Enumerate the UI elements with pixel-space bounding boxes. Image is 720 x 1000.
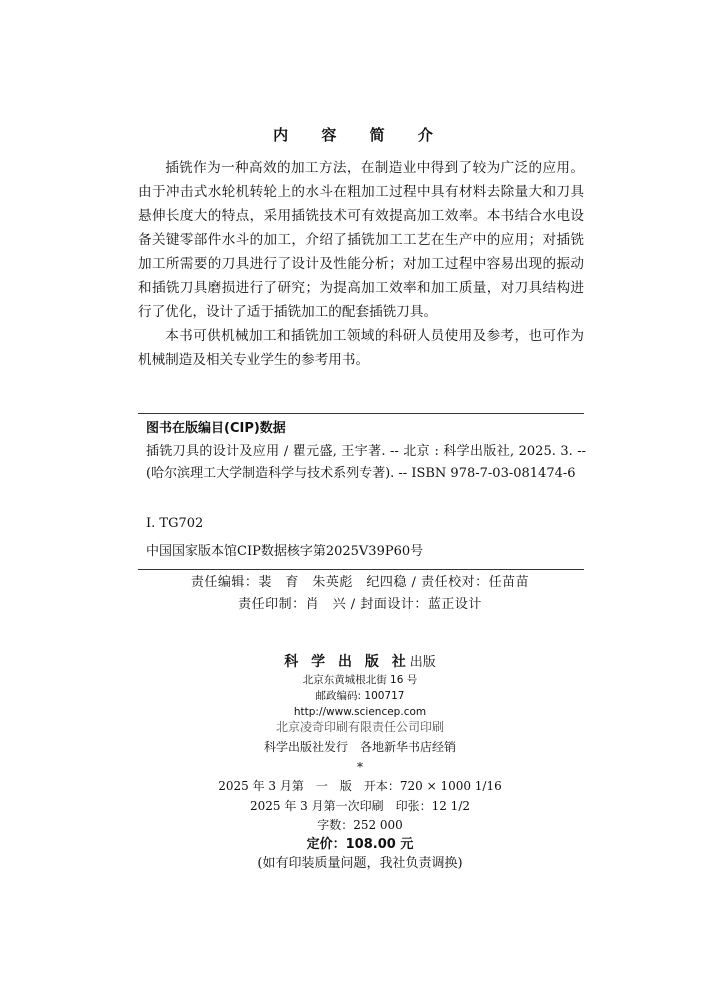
cip-entry: 插铣刀具的设计及应用 / 瞿元盛, 王宇著. -- 北京 : 科学出版社, 2025. 3. -- (哈尔滨理工大学制造科学与技术系列专著). -- ISBN 978-7-03-081474-6	[146, 444, 586, 481]
asterisk-divider: *	[357, 760, 363, 774]
summary-paragraph-2: 本书可供机械加工和插铣加工领域的科研人员使用及参考，也可作为机械制造及相关专业学生的参考用书。	[138, 328, 584, 368]
publisher-address: 北京东黄城根北街 16 号	[302, 674, 418, 686]
word-count: 字数：252 000	[317, 818, 403, 832]
cip-record-number: 中国国家版本馆CIP数据核字第2025V39P60号	[146, 544, 424, 559]
print-line: 2025 年 3 月第一次印刷 印张：12 1/2	[249, 799, 470, 813]
cip-bottom-rule	[138, 569, 584, 570]
publisher-postcode: 邮政编码: 100717	[315, 690, 405, 702]
credits-line-1: 责任编辑：裴 育 朱英彪 纪四稳 / 责任校对：任苗苗	[190, 575, 530, 590]
publisher-url: http://www.sciencep.com	[293, 706, 427, 718]
quality-notice: (如有印装质量问题，我社负责调换)	[257, 856, 463, 871]
summary-body	[138, 156, 584, 372]
edition-line: 2025 年 3 月第 一 版 开本：720 × 1000 1/16	[218, 779, 502, 793]
publisher-block	[0, 651, 720, 671]
cip-classification: Ⅰ. TG702	[146, 516, 204, 531]
credits-line-2: 责任印制：肖 兴 / 封面设计：蓝正设计	[238, 597, 482, 612]
publisher-suffix: 出版	[409, 655, 436, 670]
publisher-name: 科 学 出 版 社	[284, 654, 410, 670]
summary-paragraph-1: 插铣作为一种高效的加工方法，在制造业中得到了较为广泛的应用。由于冲击式水轮机转轮上的水斗在粗加工过程中具有材料去除量大和刀具悬伸长度大的特点，采用插铣技术可有效提高加工效率。本书结合水电设备关键零部件水斗的加工，介绍了插铣加工工艺在生产中的应用；对插铣加工所需要的刀具进行了设计及性能分析；对加工过程中容易出现的振动和插铣刀具磨损进行了研究；为提高加工效率和加工质量，对刀具结构进行了优化，设计了适于插铣加工的配套插铣刀具。	[138, 160, 584, 320]
distribution-line: 科学出版社发行 各地新华书店经销	[263, 740, 456, 754]
summary-title: 内 容 简 介	[273, 126, 447, 144]
cip-top-rule	[138, 413, 584, 414]
printer-line: 北京凌奇印刷有限责任公司印刷	[275, 720, 444, 734]
price: 定价：108.00 元	[306, 837, 414, 852]
cip-heading: 图书在版编目(CIP)数据	[146, 421, 286, 436]
